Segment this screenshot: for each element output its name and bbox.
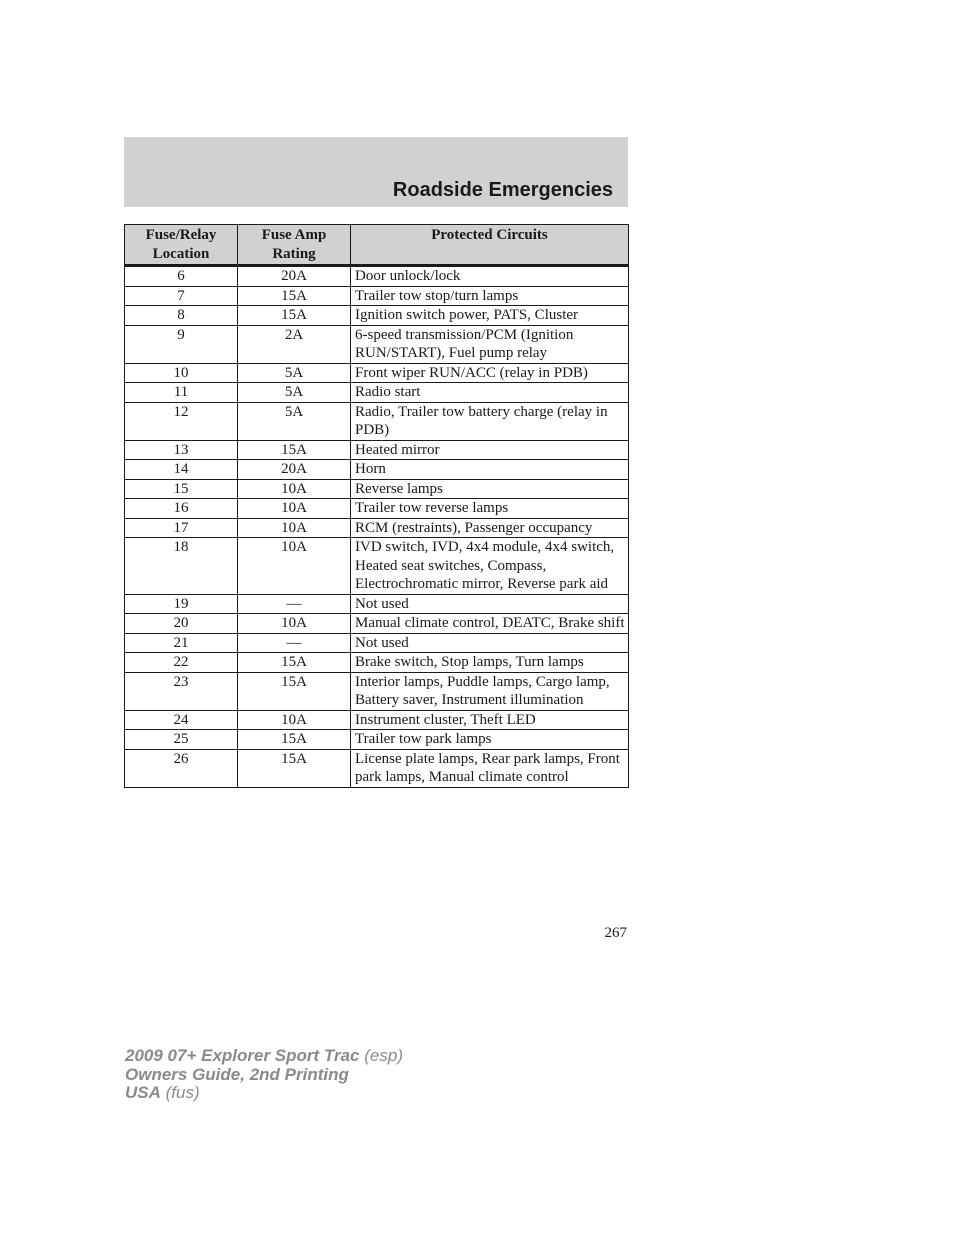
cell-location: 23 [125,672,238,710]
cell-circuits: License plate lamps, Rear park lamps, Front park lamps, Manual climate control [351,749,629,787]
section-title: Roadside Emergencies [392,179,613,201]
cell-circuits: Door unlock/lock [351,266,629,287]
cell-location: 20 [125,614,238,634]
cell-rating: 20A [238,460,351,480]
cell-location: 25 [125,730,238,750]
table-row [125,710,629,730]
cell-rating: 15A [238,730,351,750]
cell-circuits: Not used [351,633,629,653]
cell-location: 22 [125,653,238,673]
cell-location: 18 [125,538,238,595]
cell-location: 6 [125,266,238,287]
cell-location: 13 [125,440,238,460]
cell-location: 12 [125,402,238,440]
footer-model: 2009 07+ Explorer Sport Trac [125,1046,360,1065]
cell-rating: 10A [238,518,351,538]
table-row [125,499,629,519]
cell-location: 10 [125,363,238,383]
cell-circuits: Reverse lamps [351,479,629,499]
cell-location: 19 [125,594,238,614]
table-row [125,614,629,634]
footer-line-1 [125,1047,403,1066]
cell-circuits: Ignition switch power, PATS, Cluster [351,306,629,326]
cell-rating: 10A [238,614,351,634]
cell-rating: 10A [238,499,351,519]
cell-circuits: 6-speed transmission/PCM (Ignition RUN/START), Fuel pump relay [351,325,629,363]
cell-location: 16 [125,499,238,519]
cell-circuits: Trailer tow park lamps [351,730,629,750]
table-row [125,286,629,306]
table-row [125,633,629,653]
cell-rating: 20A [238,266,351,287]
cell-location: 15 [125,479,238,499]
footer-guide: Owners Guide, 2nd Printing [125,1064,349,1084]
cell-location: 24 [125,710,238,730]
cell-rating: 10A [238,538,351,595]
cell-rating: 15A [238,672,351,710]
cell-location: 21 [125,633,238,653]
cell-location: 11 [125,383,238,403]
cell-circuits: Trailer tow reverse lamps [351,499,629,519]
table-row [125,402,629,440]
cell-rating: 10A [238,710,351,730]
table-row [125,479,629,499]
cell-rating: 15A [238,286,351,306]
cell-rating: 15A [238,306,351,326]
cell-circuits: Instrument cluster, Theft LED [351,710,629,730]
cell-location: 17 [125,518,238,538]
cell-location: 7 [125,286,238,306]
cell-rating: 15A [238,749,351,787]
column-header-circuits: Protected Circuits [351,225,629,266]
cell-rating: 10A [238,479,351,499]
footer-line-2 [125,1066,403,1085]
table-row [125,653,629,673]
column-header-rating: Fuse Amp Rating [238,225,351,266]
table-row [125,440,629,460]
table-row [125,594,629,614]
cell-circuits: RCM (restraints), Passenger occupancy [351,518,629,538]
table-row [125,749,629,787]
footer-model-code: (esp) [364,1046,403,1065]
cell-location: 14 [125,460,238,480]
cell-rating: 2A [238,325,351,363]
column-header-location: Fuse/Relay Location [125,225,238,266]
table-row [125,538,629,595]
cell-rating: — [238,594,351,614]
cell-circuits: Front wiper RUN/ACC (relay in PDB) [351,363,629,383]
cell-circuits: Manual climate control, DEATC, Brake shift [351,614,629,634]
cell-circuits: IVD switch, IVD, 4x4 module, 4x4 switch, Heated seat switches, Compass, Electrochromatic mirror, Reverse park aid [351,538,629,595]
table-row [125,383,629,403]
document-footer [125,1047,403,1103]
cell-rating: 15A [238,440,351,460]
table-header-row [125,225,629,266]
table-row [125,325,629,363]
section-header [124,137,628,207]
cell-circuits: Radio start [351,383,629,403]
cell-location: 9 [125,325,238,363]
table-row [125,363,629,383]
table-body [125,266,629,788]
page-number: 267 [604,925,627,941]
cell-circuits: Brake switch, Stop lamps, Turn lamps [351,653,629,673]
footer-market-code: (fus) [165,1083,200,1102]
table-row [125,518,629,538]
table-row [125,460,629,480]
cell-rating: 5A [238,383,351,403]
cell-circuits: Heated mirror [351,440,629,460]
cell-location: 26 [125,749,238,787]
fuse-table [124,224,629,788]
cell-circuits: Interior lamps, Puddle lamps, Cargo lamp, Battery saver, Instrument illumination [351,672,629,710]
table-row [125,730,629,750]
table-row [125,672,629,710]
cell-circuits: Radio, Trailer tow battery charge (relay in PDB) [351,402,629,440]
cell-rating: — [238,633,351,653]
cell-rating: 5A [238,363,351,383]
table-row [125,306,629,326]
cell-rating: 5A [238,402,351,440]
cell-circuits: Horn [351,460,629,480]
footer-market: USA [125,1083,161,1102]
footer-line-3 [125,1084,403,1103]
cell-location: 8 [125,306,238,326]
cell-rating: 15A [238,653,351,673]
table-row [125,266,629,287]
cell-circuits: Not used [351,594,629,614]
cell-circuits: Trailer tow stop/turn lamps [351,286,629,306]
